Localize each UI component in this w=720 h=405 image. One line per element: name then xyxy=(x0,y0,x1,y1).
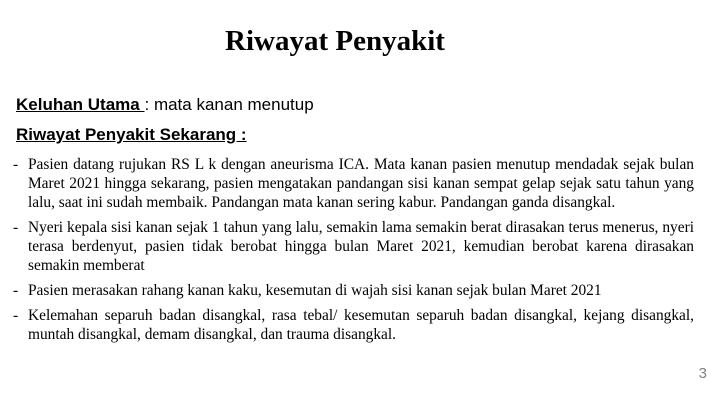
bullet-dash: - xyxy=(13,307,19,324)
bullet-dash: - xyxy=(13,219,19,236)
list-item xyxy=(13,306,694,344)
list-item xyxy=(13,218,694,275)
present-illness-list xyxy=(13,155,694,350)
chief-complaint-separator: : xyxy=(144,95,154,114)
present-illness-heading xyxy=(16,124,247,146)
list-item-text: Kelemahan separuh badan disangkal, rasa tebal/ kesemutan separuh badan disangkal, kejang disangkal, muntah disangkal, demam disangkal, dan trauma disangkal. xyxy=(28,307,694,343)
bullet-dash: - xyxy=(13,282,19,299)
list-item-text: Nyeri kepala sisi kanan sejak 1 tahun yang lalu, semakin lama semakin berat dirasakan terus menerus, nyeri terasa berdenyut, pasien tidak berobat hingga bulan Maret 2021, kemudian berobat karena dirasakan semakin memberat xyxy=(28,219,694,274)
page-number: 3 xyxy=(698,365,707,382)
list-item-text: Pasien datang rujukan RS L k dengan aneurisma ICA. Mata kanan pasien menutup mendadak sejak bulan Maret 2021 hingga sekarang, pasien mengatakan pandangan sisi kanan sempat gelap sejak satu tahun yang lalu, saat ini sudah membaik. Pandangan mata kanan sering kabur. Pandangan ganda disangkal. xyxy=(28,156,694,211)
list-item-text: Pasien merasakan rahang kanan kaku, kesemutan di wajah sisi kanan sejak bulan Maret 2021 xyxy=(28,282,602,299)
chief-complaint xyxy=(16,94,314,116)
chief-complaint-value: mata kanan menutup xyxy=(153,95,314,114)
present-illness-separator: : xyxy=(240,125,247,144)
bullet-dash: - xyxy=(13,156,19,173)
list-item xyxy=(13,281,694,300)
present-illness-label: Riwayat Penyakit Sekarang xyxy=(16,125,241,144)
chief-complaint-label: Keluhan Utama xyxy=(16,95,145,114)
list-item xyxy=(13,155,694,212)
slide-title: Riwayat Penyakit xyxy=(225,25,445,57)
